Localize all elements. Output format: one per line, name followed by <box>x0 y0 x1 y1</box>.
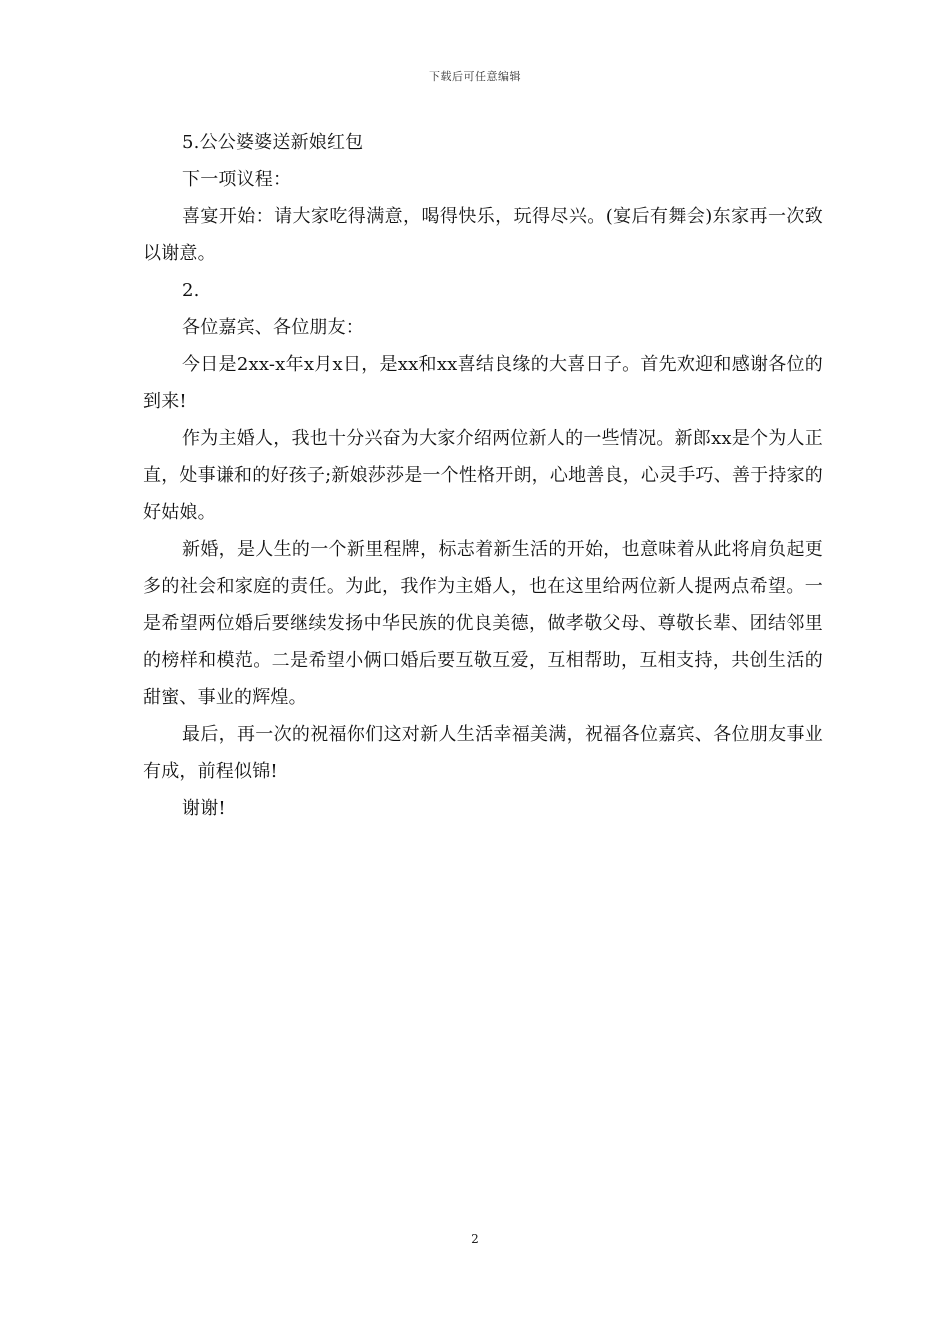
paragraph: 各位嘉宾、各位朋友： <box>182 317 364 338</box>
paragraph: 下一项议程： <box>182 169 292 190</box>
paragraph: 2. <box>182 280 200 301</box>
paragraph: 谢谢! <box>182 798 226 819</box>
paragraph: 今日是2xx-x年x月x日，是xx和xx喜结良缘的大喜日子。首先欢迎和感谢各位的到来! <box>143 354 823 412</box>
paragraph: 喜宴开始：请大家吃得满意，喝得快乐，玩得尽兴。(宴后有舞会)东家再一次致以谢意。 <box>143 206 823 264</box>
paragraph: 5.公公婆婆送新娘红包 <box>182 132 364 153</box>
paragraph: 最后，再一次的祝福你们这对新人生活幸福美满，祝福各位嘉宾、各位朋友事业有成，前程似锦! <box>143 724 823 782</box>
paragraph: 作为主婚人，我也十分兴奋为大家介绍两位新人的一些情况。新郎xx是个为人正直，处事谦和的好孩子;新娘莎莎是一个性格开朗，心地善良，心灵手巧、善于持家的好姑娘。 <box>143 428 823 523</box>
page-header: 下载后可任意编辑 <box>429 70 521 83</box>
paragraph: 新婚，是人生的一个新里程牌，标志着新生活的开始，也意味着从此将肩负起更多的社会和家庭的责任。为此，我作为主婚人，也在这里给两位新人提两点希望。一是希望两位婚后要继续发扬中华民族的优良美德，做孝敬父母、尊敬长辈、团结邻里的榜样和模范。二是希望小俩口婚后要互敬互爱，互相帮助，互相支持，共创生活的甜蜜、事业的辉煌。 <box>143 539 823 708</box>
page-number: 2 <box>471 1232 479 1246</box>
document-body <box>143 124 823 827</box>
